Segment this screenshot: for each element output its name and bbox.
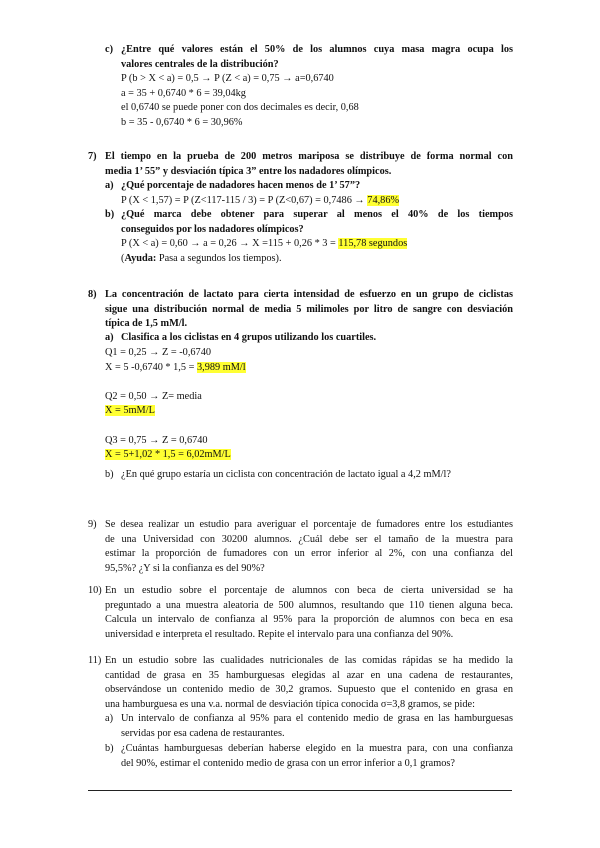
q3-result: X = 5+1,02 * 1,5 = 6,02mM/L [105,449,231,461]
problem-7b-result: 115,78 segundos [338,238,408,250]
quartile-answers [105,346,513,463]
problem-7a-question: ¿Qué porcentaje de nadadores hacen menos de 1’ 57”? [121,180,361,191]
problem-7b-question-line1: ¿Qué marca debe obtener para superar al menos el 40% de los tiempos [121,209,513,220]
problem-7-line1: El tiempo en la prueba de 200 metros mariposa se distribuye de forma normal con [105,151,513,162]
problem-8-line3: típica de 1,5 mM/l. [105,318,188,330]
question-6c-line2: valores centrales de la distribución? [121,58,279,70]
q2-line1: Q2 = 0,50 → Z= media [105,390,202,402]
problem-11b-line1: ¿Cuántas hamburguesas deberían haberse elegido en la muestra para, con una confianza [121,743,513,754]
problem-8b-label: b) [105,469,114,480]
problem-10-number: 10) [88,585,102,596]
problem-8-line1: La concentración de lactato para cierta intensidad de esfuerzo en un grupo de ciclistas [105,289,513,300]
problem-11-line2: cantidad de grasa en 35 hamburguesas elegidas al azar en una cadena de restaurantes, [105,669,513,681]
problem-10-line1: En un estudio sobre el porcentaje de alumnos con beca de cierta universidad se ha [105,585,513,596]
problem-8a [121,331,513,346]
problem-11-line4: una hamburguesa es una v.a. normal de desviación típica conocida σ=3,8 gramos, se pide: [105,698,475,710]
problem-11-number: 11) [88,655,102,666]
problem-9-line4: 95,5%? ¿Y si la confianza es del 90%? [105,562,265,574]
problem-11-line1: En un estudio sobre las cualidades nutricionales de las comidas rápidas se ha medido la [105,655,513,666]
problem-7 [105,150,513,179]
problem-7b-question-line2: conseguidos por los nadadores olímpicos? [121,223,304,235]
problem-8 [105,288,513,332]
problem-8b-question: ¿En qué grupo estaría un ciclista con concentración de lactato igual a 4,2 mM/l? [121,469,451,480]
problem-8a-question: Clasifica a los ciclistas en 4 grupos utilizando los cuartiles. [121,332,377,343]
question-6c [121,43,513,131]
problem-9-line3: estimar la proporción de fumadores con un error inferior al 2%, con una confianza del [105,548,513,560]
problem-7a [121,179,513,208]
problem-7-number: 7) [88,151,97,162]
problem-10-line4: universidad e interpreta el resultado. Repite el intervalo para una confianza del 90%. [105,628,454,640]
footer-rule [88,790,512,791]
problem-11a-label: a) [105,713,113,724]
problem-7-line2: media 1’ 55” y desviación típica 3” entre los nadadores olímpicos. [105,165,392,177]
question-6c-label: c) [105,44,113,55]
problem-9-line1: Se desea realizar un estudio para averiguar el porcentaje de fumadores entre los estudiantes [105,519,513,530]
problem-11 [105,654,513,712]
answer-6c-line3: el 0,6740 se puede poner con dos decimales es decir, 0,68 [121,102,359,114]
q2-result: X = 5mM/L [105,405,155,417]
problem-7a-result: 74,86% [367,194,400,206]
problem-8-number: 8) [88,289,97,300]
problem-11a-line1: Un intervalo de confianza al 95% para el contenido medio de grasa en las hamburguesas [121,713,513,724]
q3-line1: Q3 = 0,75 → Z = 0,6740 [105,434,208,446]
problem-7a-answer: P (X < 1,57) = P (Z<117-115 / 3) = P (Z<0,67) = 0,7486 → 74,86% [121,194,400,206]
problem-9-line2: de una Universidad con 30200 alumnos. ¿Cuál debe ser el tamaño de la muestra para [105,533,513,545]
problem-7b-help: (Ayuda: Pasa a segundos los tiempos). [121,252,282,264]
q1-line1: Q1 = 0,25 → Z = -0,6740 [105,347,211,358]
problem-11a-line2: servidas por esa cadena de restaurantes. [121,727,285,739]
answer-6c-line2: a = 35 + 0,6740 * 6 = 39,04kg [121,87,246,99]
problem-11-line3: observándose un contenido medio de 30,2 gramos. Supuesto que el contenido en grasa en [105,684,513,696]
q1-line2: X = 5 -0,6740 * 1,5 = 3,989 mM/l [105,361,246,373]
problem-8-line2: sigue una distribución normal de media 5 milimoles por litro de sangre con desviación [105,303,513,315]
question-6c-line1: ¿Entre qué valores están el 50% de los alumnos cuya masa magra ocupa los [121,44,513,55]
problem-9-number: 9) [88,519,97,530]
problem-8a-label: a) [105,332,114,343]
answer-6c-line1: P (b > X < a) = 0,5 → P (Z < a) = 0,75 → a=0,6740 [121,73,334,85]
problem-10 [105,584,513,642]
q1-result: 3,989 mM/l [196,361,246,373]
problem-11b-line2: del 90%, estimar el contenido medio de grasa con un error inferior a 0,1 gramos? [121,757,455,769]
problem-11a [121,712,513,741]
problem-7b-label: b) [105,209,115,220]
problem-7b-answer: P (X < a) = 0,60 → a = 0,26 → X =115 + 0,26 * 3 = 115,78 segundos [121,238,408,250]
problem-7b [121,208,513,266]
problem-10-line3: Calcula un intervalo de confianza al 95% para la proporción de alumnos con beca en esa [105,614,513,626]
answer-6c-line4: b = 35 - 0,6740 * 6 = 30,96% [121,116,243,128]
problem-9 [105,518,513,576]
problem-10-line2: preguntado a una muestra aleatoria de 500 alumnos, resultando que 110 tienen alguna beca. [105,599,513,611]
problem-11b-label: b) [105,743,114,754]
problem-7a-label: a) [105,180,114,191]
problem-11b [121,742,513,771]
